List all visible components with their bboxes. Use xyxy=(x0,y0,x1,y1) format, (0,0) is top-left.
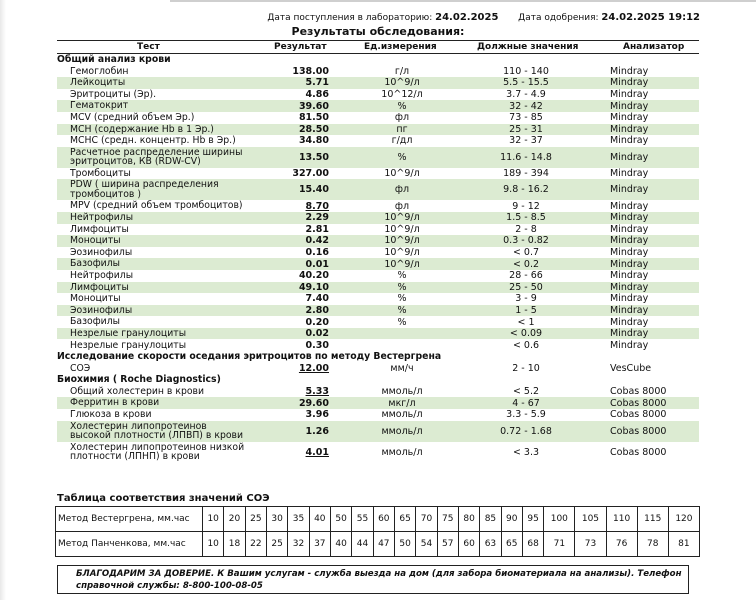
test-result: 15.40 xyxy=(298,184,329,196)
test-name: Моноциты xyxy=(70,293,121,305)
test-name: СОЭ xyxy=(70,362,91,374)
footer-line-1: БЛАГОДАРИМ ЗА ДОВЕРИЕ. К Вашим услугам - служба выезда на дом (для забора биоматериала на анализы). Телефон xyxy=(76,569,682,579)
esr-value: 50 xyxy=(330,507,351,532)
test-result: 5.71 xyxy=(305,77,329,89)
test-result: 12.00 xyxy=(298,362,329,374)
esr-value: 35 xyxy=(288,507,309,532)
test-unit: мм/ч xyxy=(390,362,414,374)
test-unit: 10^9/л xyxy=(384,212,420,224)
test-analyzer: Mindray xyxy=(610,200,649,212)
table-row xyxy=(57,212,699,224)
table-row xyxy=(57,247,699,259)
test-analyzer: Mindray xyxy=(610,281,649,293)
esr-value: 60 xyxy=(458,532,479,557)
test-norm: < 3.3 xyxy=(512,446,540,458)
test-analyzer: Mindray xyxy=(610,89,649,101)
test-norm: 28 - 66 xyxy=(509,270,543,282)
test-result: 0.16 xyxy=(305,247,329,259)
test-unit: фл xyxy=(394,200,410,212)
test-analyzer: Mindray xyxy=(610,339,649,351)
table-row xyxy=(57,270,699,282)
esr-value: 71 xyxy=(544,532,575,557)
test-result: 1.26 xyxy=(305,425,329,437)
table-row xyxy=(57,112,699,124)
test-analyzer: Mindray xyxy=(610,168,649,180)
test-analyzer: Cobas 8000 xyxy=(610,397,667,409)
esr-value: 100 xyxy=(544,507,575,532)
table-row xyxy=(57,316,699,328)
esr-value: 20 xyxy=(224,507,245,532)
esr-method-label: Метод Панченкова, мм.час xyxy=(56,532,203,557)
esr-value: 105 xyxy=(575,507,606,532)
test-name: MPV (средний объем тромбоцитов) xyxy=(70,200,243,212)
test-analyzer: Mindray xyxy=(610,77,649,89)
test-norm: < 0.09 xyxy=(509,328,543,340)
test-unit: пг xyxy=(396,123,408,135)
test-analyzer: Mindray xyxy=(610,328,649,340)
test-analyzer: Cobas 8000 xyxy=(610,425,667,437)
test-name: Лейкоциты xyxy=(70,77,126,89)
table-row xyxy=(57,386,699,398)
test-unit: 10^12/л xyxy=(381,89,423,101)
test-name: Расчетное распределение ширины эритроцитов, КВ (RDW-CV) xyxy=(70,146,243,168)
test-result: 3.96 xyxy=(305,409,329,421)
test-norm: < 0.2 xyxy=(512,258,540,270)
esr-value: 65 xyxy=(394,507,415,532)
test-norm: 1 - 5 xyxy=(515,304,537,316)
test-norm: 3.3 - 5.9 xyxy=(506,409,546,421)
test-unit: ммоль/л xyxy=(381,446,423,458)
test-norm: 3.7 - 4.9 xyxy=(506,89,546,101)
test-norm: < 5.2 xyxy=(512,386,540,398)
test-analyzer: Mindray xyxy=(610,212,649,224)
esr-conversion-table xyxy=(55,506,700,557)
test-norm: 3 - 9 xyxy=(515,293,537,305)
test-norm: < 0.6 xyxy=(512,339,540,351)
test-result: 7.40 xyxy=(305,293,329,305)
test-result: 2.29 xyxy=(305,212,329,224)
test-name: MCHC (средн. концентр. Hb в Эр.) xyxy=(70,135,236,147)
table-row xyxy=(57,282,699,294)
results-table-header xyxy=(57,40,699,54)
esr-row xyxy=(56,507,700,532)
test-name: Гемоглобин xyxy=(70,65,129,77)
test-unit xyxy=(357,328,447,340)
test-result: 5.33 xyxy=(305,386,329,398)
test-analyzer: Mindray xyxy=(610,223,649,235)
section-title: Исследование скорости оседания эритроцитов по методу Вестергрена xyxy=(57,351,442,363)
test-analyzer: Cobas 8000 xyxy=(610,386,667,398)
section-heading xyxy=(57,54,699,66)
test-unit: ммоль/л xyxy=(381,409,423,421)
col-test: Тест xyxy=(137,42,160,52)
test-unit: 10^9/л xyxy=(384,247,420,259)
test-unit: 10^9/л xyxy=(384,168,420,180)
col-unit: Ед.измерения xyxy=(364,42,437,52)
test-unit: фл xyxy=(394,112,410,124)
test-name: Нейтрофилы xyxy=(70,211,134,223)
footer-line-2: справочной службы: 8-800-100-08-05 xyxy=(76,581,263,591)
test-analyzer: Mindray xyxy=(610,293,649,305)
approved-date: 24.02.2025 19:12 xyxy=(601,12,700,23)
table-row xyxy=(57,168,699,180)
test-name: Эозинофилы xyxy=(70,304,133,316)
test-analyzer: Mindray xyxy=(610,316,649,328)
test-unit: ммоль/л xyxy=(381,386,423,398)
test-norm: 1.5 - 8.5 xyxy=(506,212,546,224)
test-name: MCH (содержание Hb в 1 Эр.) xyxy=(70,123,214,135)
test-result: 138.00 xyxy=(292,65,329,77)
esr-value: 85 xyxy=(480,507,501,532)
table-row xyxy=(57,224,699,236)
lab-dates xyxy=(267,12,700,23)
test-name: Эритроциты (Эр). xyxy=(70,88,157,100)
esr-value: 40 xyxy=(309,507,330,532)
table-row xyxy=(57,339,699,351)
table-row xyxy=(57,258,699,270)
esr-value: 80 xyxy=(458,507,479,532)
test-analyzer: Mindray xyxy=(610,247,649,259)
test-unit: % xyxy=(397,281,407,293)
test-norm: 0.3 - 0.82 xyxy=(503,235,549,247)
test-result: 49.10 xyxy=(298,281,329,293)
esr-value: 25 xyxy=(266,532,287,557)
test-result: 13.50 xyxy=(298,151,329,163)
test-result: 0.42 xyxy=(305,235,329,247)
esr-method-label: Метод Вестергрена, мм.час xyxy=(56,507,203,532)
test-name: Незрелые гранулоциты xyxy=(70,327,187,339)
test-name: Эозинофилы xyxy=(70,246,133,258)
table-row xyxy=(57,147,699,168)
esr-value: 75 xyxy=(437,507,458,532)
test-result: 40.20 xyxy=(298,270,329,282)
test-result: 0.20 xyxy=(305,316,329,328)
esr-value: 50 xyxy=(394,532,415,557)
esr-value: 68 xyxy=(522,532,543,557)
esr-value: 32 xyxy=(288,532,309,557)
test-norm: < 0.7 xyxy=(512,247,540,259)
esr-value: 25 xyxy=(245,507,266,532)
test-analyzer: Mindray xyxy=(610,135,649,147)
test-name: Глюкоза в крови xyxy=(70,409,152,421)
test-unit: г/дл xyxy=(391,135,413,147)
test-unit: % xyxy=(397,293,407,305)
test-result: 2.80 xyxy=(305,304,329,316)
test-norm: 2 - 10 xyxy=(512,362,540,374)
esr-value: 18 xyxy=(224,532,245,557)
table-row xyxy=(57,409,699,421)
table-row xyxy=(57,421,699,442)
table-row xyxy=(57,293,699,305)
test-result: 2.81 xyxy=(305,223,329,235)
test-name: PDW ( ширина распределения тромбоцитов ) xyxy=(70,179,219,200)
test-result: 29.60 xyxy=(298,397,329,409)
received-date: 24.02.2025 xyxy=(435,12,499,23)
esr-value: 54 xyxy=(416,532,437,557)
esr-value: 22 xyxy=(245,532,266,557)
test-norm: 9.8 - 16.2 xyxy=(503,184,549,196)
test-norm: 11.6 - 14.8 xyxy=(500,151,552,163)
test-analyzer: Mindray xyxy=(610,235,649,247)
test-name: Тромбоциты xyxy=(70,167,131,179)
test-norm: 32 - 42 xyxy=(509,100,543,112)
test-analyzer: Mindray xyxy=(610,304,649,316)
test-name: Нейтрофилы xyxy=(70,269,134,281)
section-heading xyxy=(57,351,699,363)
test-name: MCV (средний объем Эр.) xyxy=(70,112,195,124)
test-name: Холестерин липопротеинов высокой плотности (ЛПВП) в крови xyxy=(70,420,244,442)
test-name: Холестерин липопротеинов низкой плотности (ЛПНП) в крови xyxy=(70,441,245,463)
test-unit: % xyxy=(397,270,407,282)
esr-value: 90 xyxy=(501,507,522,532)
esr-value: 47 xyxy=(373,532,394,557)
page-edge-shadow xyxy=(0,0,6,600)
section-heading xyxy=(57,374,699,386)
test-analyzer: VesCube xyxy=(610,362,652,374)
esr-value: 110 xyxy=(606,507,637,532)
test-unit: 10^9/л xyxy=(384,258,420,270)
table-row xyxy=(57,442,699,463)
test-analyzer: Cobas 8000 xyxy=(610,446,667,458)
esr-value: 10 xyxy=(203,532,224,557)
test-unit xyxy=(357,339,447,351)
results-table-body xyxy=(57,54,699,463)
esr-value: 65 xyxy=(501,532,522,557)
esr-value: 60 xyxy=(373,507,394,532)
esr-value: 37 xyxy=(309,532,330,557)
table-row xyxy=(57,77,699,89)
test-unit: г/л xyxy=(394,65,410,77)
test-norm: 5.5 - 15.5 xyxy=(503,77,549,89)
esr-value: 30 xyxy=(266,507,287,532)
test-name: Базофилы xyxy=(70,258,120,270)
esr-value: 76 xyxy=(606,532,637,557)
test-unit: мкг/л xyxy=(388,397,416,409)
test-norm: 25 - 31 xyxy=(509,123,543,135)
table-row xyxy=(57,135,699,147)
esr-value: 10 xyxy=(203,507,224,532)
test-result: 4.01 xyxy=(305,446,329,458)
test-name: Лимфоциты xyxy=(70,281,129,293)
esr-value: 73 xyxy=(575,532,606,557)
test-analyzer: Mindray xyxy=(610,123,649,135)
test-unit: фл xyxy=(394,184,410,196)
test-name: Моноциты xyxy=(70,235,121,247)
test-unit: % xyxy=(397,316,407,328)
esr-value: 44 xyxy=(352,532,373,557)
test-unit: ммоль/л xyxy=(381,425,423,437)
test-name: Гематокрит xyxy=(70,100,129,112)
test-norm: 110 - 140 xyxy=(503,65,549,77)
test-analyzer: Mindray xyxy=(610,100,649,112)
test-analyzer: Cobas 8000 xyxy=(610,409,667,421)
esr-value: 95 xyxy=(522,507,543,532)
test-unit: 10^9/л xyxy=(384,223,420,235)
table-row xyxy=(57,363,699,375)
test-norm: 4 - 67 xyxy=(512,397,540,409)
esr-value: 70 xyxy=(416,507,437,532)
table-row xyxy=(57,235,699,247)
test-result: 0.30 xyxy=(305,339,329,351)
table-row xyxy=(57,397,699,409)
test-result: 81.50 xyxy=(298,112,329,124)
esr-value: 115 xyxy=(637,507,668,532)
page-title: Результаты обследования: xyxy=(291,25,465,38)
col-result: Результат xyxy=(274,42,327,52)
test-result: 28.50 xyxy=(298,123,329,135)
top-border xyxy=(170,0,756,2)
esr-value: 57 xyxy=(437,532,458,557)
test-name: Общий холестерин в крови xyxy=(70,385,205,397)
esr-value: 81 xyxy=(668,532,699,557)
test-unit: % xyxy=(397,304,407,316)
test-result: 34.80 xyxy=(298,135,329,147)
section-title: Общий анализ крови xyxy=(57,54,171,66)
test-unit: 10^9/л xyxy=(384,77,420,89)
test-unit: % xyxy=(397,100,407,112)
test-norm: 189 - 394 xyxy=(503,168,549,180)
received-label: Дата поступления в лабораторию: xyxy=(267,13,433,23)
esr-value: 120 xyxy=(668,507,699,532)
section-title: Биохимия ( Roche Diagnostics) xyxy=(57,374,221,386)
table-row xyxy=(57,66,699,78)
table-row xyxy=(57,124,699,136)
table-row xyxy=(57,305,699,317)
test-analyzer: Mindray xyxy=(610,184,649,196)
esr-value: 78 xyxy=(637,532,668,557)
test-norm: 2 - 8 xyxy=(515,223,537,235)
test-analyzer: Mindray xyxy=(610,151,649,163)
test-name: Базофилы xyxy=(70,316,120,328)
esr-value: 55 xyxy=(352,507,373,532)
esr-value: 40 xyxy=(330,532,351,557)
test-name: Ферритин в крови xyxy=(70,397,160,409)
test-result: 327.00 xyxy=(292,168,329,180)
test-analyzer: Mindray xyxy=(610,258,649,270)
test-analyzer: Mindray xyxy=(610,112,649,124)
esr-row xyxy=(56,532,700,557)
approved-label: Дата одобрения: xyxy=(518,13,599,23)
test-analyzer: Mindray xyxy=(610,65,649,77)
test-unit: 10^9/л xyxy=(384,235,420,247)
table-row xyxy=(57,328,699,340)
test-result: 8.70 xyxy=(305,200,329,212)
test-norm: < 1 xyxy=(517,316,535,328)
table-row xyxy=(57,89,699,101)
test-norm: 9 - 12 xyxy=(512,200,540,212)
table-row xyxy=(57,100,699,112)
test-result: 0.01 xyxy=(305,258,329,270)
esr-value: 63 xyxy=(480,532,501,557)
test-result: 4.86 xyxy=(305,89,329,101)
test-result: 0.02 xyxy=(305,328,329,340)
test-result: 39.60 xyxy=(298,100,329,112)
table-row xyxy=(57,179,699,200)
test-name: Лимфоциты xyxy=(70,223,129,235)
col-norm: Должные значения xyxy=(477,42,579,52)
test-unit: % xyxy=(397,151,407,163)
test-norm: 32 - 37 xyxy=(509,135,543,147)
table-row xyxy=(57,200,699,212)
test-analyzer: Mindray xyxy=(610,270,649,282)
test-norm: 73 - 85 xyxy=(509,112,543,124)
esr-table-title: Таблица соответствия значений СОЭ xyxy=(57,493,270,504)
col-analyzer: Анализатор xyxy=(623,42,685,52)
test-norm: 25 - 50 xyxy=(509,281,543,293)
test-name: Незрелые гранулоциты xyxy=(70,339,187,351)
footer-note xyxy=(57,565,689,594)
test-norm: 0.72 - 1.68 xyxy=(500,425,552,437)
